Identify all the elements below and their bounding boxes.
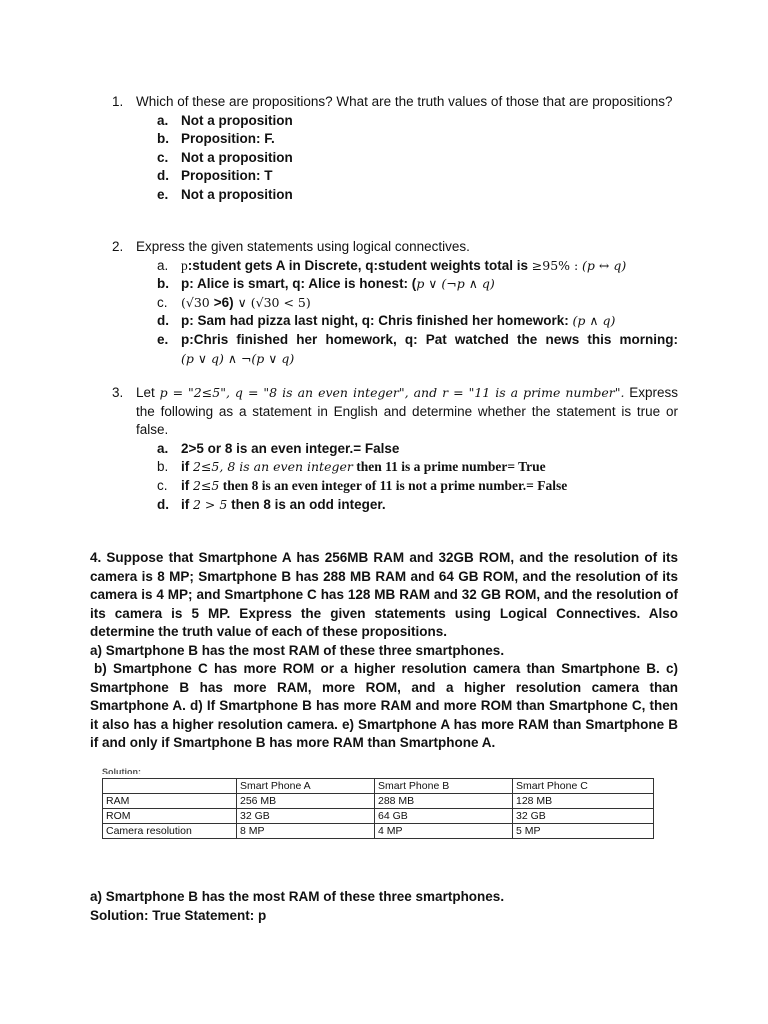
- question-4-parts-b-e: b) Smartphone C has more ROM or a higher resolution camera than Smartphone B. c) Smartphone B has more RAM, more ROM, and a higher resolution camera than Smartphone A. d) If Smartphone B has more RAM and more ROM than Smartphone C, then it also has a higher resolution camera. e) Smartphone A has more RAM than Smartphone B if and only if Smartphone B has more RAM than Smartphone A.: [90, 661, 678, 750]
- item-letter: a.: [157, 257, 169, 273]
- table-cell: 256 MB: [237, 794, 375, 809]
- table-cell: 64 GB: [375, 809, 513, 824]
- item-gt: >6): [213, 294, 234, 310]
- table-cell: RAM: [103, 794, 237, 809]
- question-2: [112, 238, 678, 368]
- list-item: [157, 496, 678, 515]
- table-caption: Solution:: [102, 767, 141, 774]
- item-text: :student gets A in Discrete, q:student weights total is: [187, 257, 532, 273]
- item-text: Proposition: F.: [181, 131, 275, 147]
- item-letter: b.: [157, 276, 169, 292]
- question-1: [112, 93, 678, 205]
- table-cell: 5 MP: [513, 824, 654, 839]
- item-formula: (√30: [181, 294, 214, 310]
- item-letter: c.: [157, 477, 168, 493]
- item-if: if: [181, 496, 193, 512]
- item-p: p: [181, 257, 188, 273]
- item-formula: (p ∨ q) ∧ ¬(p ∨ q): [181, 350, 295, 366]
- table-cell: 288 MB: [375, 794, 513, 809]
- question-let: Let: [136, 385, 160, 400]
- list-item: [157, 275, 678, 294]
- list-item: [157, 130, 678, 149]
- question-3: [112, 384, 678, 514]
- item-letter: a.: [157, 112, 169, 128]
- item-text: p: Alice is smart, q: Alice is honest: (: [181, 276, 417, 292]
- item-letter: e.: [157, 186, 169, 202]
- item-math: 2≤5, 8 is an even integer: [193, 459, 353, 475]
- question-number: 3.: [112, 385, 124, 400]
- list-item-continuation: [157, 350, 678, 369]
- item-letter: e.: [157, 331, 169, 347]
- list-item: [157, 331, 678, 350]
- list-item: [157, 257, 678, 276]
- item-letter: b.: [157, 131, 169, 147]
- list-item: [157, 440, 678, 459]
- item-text: then 8 is an even integer of 11 is not a prime number.= False: [219, 477, 568, 493]
- table-row: [103, 824, 654, 839]
- item-text: then 8 is an odd integer.: [227, 496, 386, 512]
- item-formula-right: ∨ (√30 < 5): [233, 294, 311, 310]
- list-item: [157, 149, 678, 168]
- table-header-cell: Smart Phone B: [375, 779, 513, 794]
- item-text: Proposition: T: [181, 168, 273, 184]
- table-cell: 4 MP: [375, 824, 513, 839]
- item-letter: c.: [157, 294, 168, 310]
- question-text: Express the given statements using logical connectives.: [136, 239, 470, 254]
- list-item: [157, 458, 678, 477]
- list-item: [157, 186, 678, 205]
- item-letter: c.: [157, 149, 169, 165]
- table-header-cell: Smart Phone C: [513, 779, 654, 794]
- table-row: [103, 809, 654, 824]
- question-text: [136, 384, 678, 440]
- item-text: p: Sam had pizza last night, q: Chris finished her homework:: [181, 313, 573, 329]
- item-formula: (p ↔ q): [582, 257, 627, 273]
- question-text: Which of these are propositions? What are the truth values of those that are propositions?: [136, 94, 673, 109]
- item-pct: ≥95% :: [531, 257, 579, 273]
- item-letter: a.: [157, 440, 169, 456]
- question-4: [90, 549, 678, 753]
- item-formula: (p ∧ q): [572, 313, 616, 329]
- item-letter: d.: [157, 496, 169, 512]
- item-text: Not a proposition: [181, 149, 293, 165]
- item-text: Not a proposition: [181, 186, 293, 202]
- question-number: 1.: [112, 94, 124, 109]
- table-cell: 32 GB: [513, 809, 654, 824]
- question-definitions: p = "2≤5", q = "8 is an even integer", and r = "11 is a prime number".: [159, 385, 625, 400]
- item-letter: d.: [157, 313, 169, 329]
- list-item: [157, 112, 678, 131]
- spec-table: [102, 778, 654, 839]
- list-item: [157, 167, 678, 186]
- item-letter: b.: [157, 459, 169, 475]
- list-item: [157, 477, 678, 496]
- item-math: 2≤5: [193, 477, 220, 493]
- table-cell: ROM: [103, 809, 237, 824]
- answer-list: [136, 112, 678, 205]
- item-if: if: [181, 459, 193, 475]
- item-text: p:Chris finished her homework, q: Pat watched the news this morning:: [181, 331, 678, 347]
- list-item: [157, 312, 678, 331]
- answer-statement: a) Smartphone B has the most RAM of these three smartphones.: [90, 889, 505, 904]
- table-row: [103, 794, 654, 809]
- answer-list: [136, 440, 678, 514]
- answer-solution: Solution: True Statement: p: [90, 908, 267, 923]
- item-formula: p ∨ (¬p ∧ q): [416, 276, 495, 292]
- table-cell: 128 MB: [513, 794, 654, 809]
- question-4-part-a: a) Smartphone B has the most RAM of these three smartphones.: [90, 642, 505, 658]
- answer-block: [90, 887, 504, 925]
- table-header-cell: Smart Phone A: [237, 779, 375, 794]
- item-letter: d.: [157, 168, 169, 184]
- table-cell: Camera resolution: [103, 824, 237, 839]
- item-math: 2 > 5: [193, 496, 228, 512]
- table-header-row: [103, 779, 654, 794]
- question-4-intro: 4. Suppose that Smartphone A has 256MB RAM and 32GB ROM, and the resolution of its camera is 8 MP; Smartphone B has 288 MB RAM and 64 GB ROM, and the resolution of its camera is 4 MP; and Smartphone C has 128 MB RAM and 32 GB ROM, and the resolution of its camera is 5 MP. Express the given statements using Logical Connectives. Also determine the truth value of each of these propositions.: [90, 550, 678, 639]
- question-rest: Express the following as a statement in English and determine whether the statement is true or false.: [136, 385, 678, 438]
- item-text: Not a proposition: [181, 112, 293, 128]
- list-item: [157, 294, 678, 313]
- item-if: if: [181, 477, 193, 493]
- table-cell: 32 GB: [237, 809, 375, 824]
- table-header-cell: [103, 779, 237, 794]
- item-text: then 11 is a prime number= True: [352, 459, 546, 475]
- question-number: 2.: [112, 239, 124, 254]
- answer-list: [136, 257, 678, 369]
- table-cell: 8 MP: [237, 824, 375, 839]
- item-text: 2>5 or 8 is an even integer.= False: [181, 440, 400, 456]
